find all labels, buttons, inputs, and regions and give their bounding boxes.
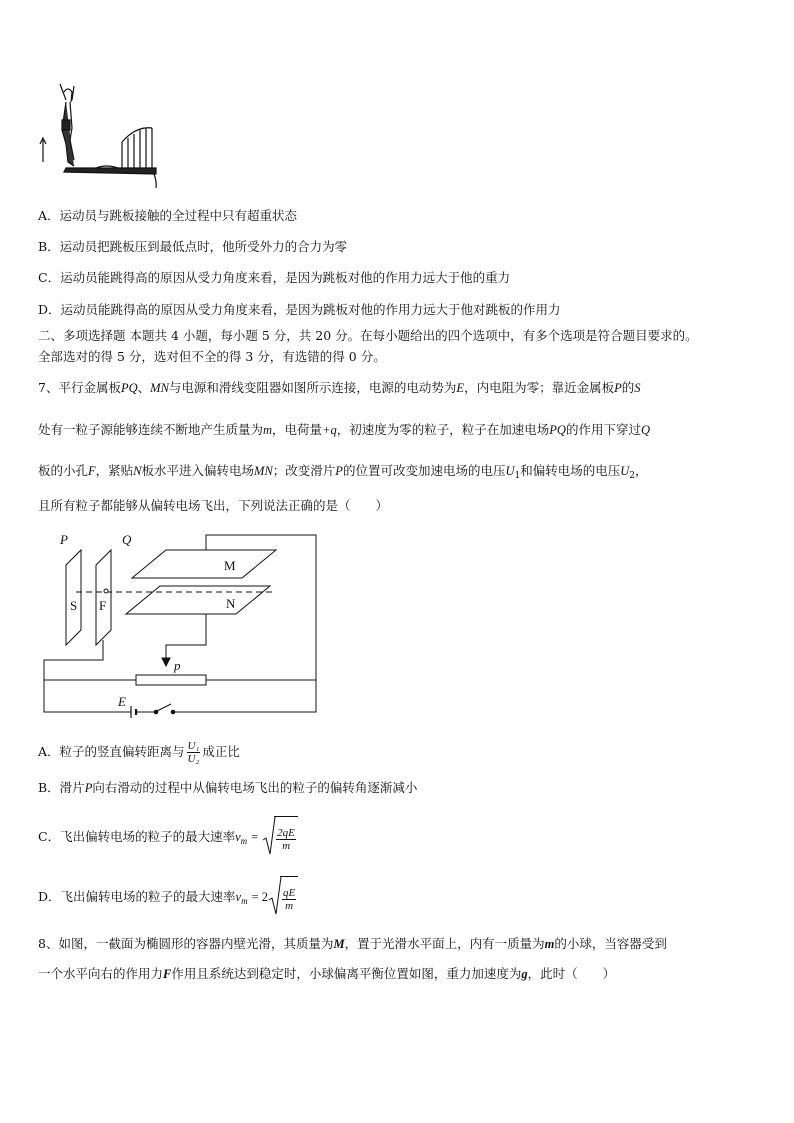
label-F: F: [99, 598, 107, 613]
q7-option-b: B．滑片P向右滑动的过程中从偏转电场飞出的粒子的偏转角逐渐减小: [38, 780, 418, 795]
q7-option-a: A．粒子的竖直偏转距离与 $\frac{\text{U₁}}{\text{U₂}}$ 成正比: [38, 740, 240, 765]
q6-option-a: A．运动员与跳板接触的全过程中只有超重状态: [38, 208, 298, 223]
q7-stem-line3: 板的小孔F，紧贴N板水平进入偏转电场MN；改变滑片P的位置可改变加速电场的电压$U_1$和偏转电场的电压$U_2$，: [38, 463, 648, 481]
label-M: M: [224, 558, 236, 573]
section2-line1: 二、多项选择题 本题共 4 小题，每小题 5 分，共 20 分。在每小题给出的四个选项中，有多个选项是符合题目要求的。: [38, 328, 698, 343]
q7-circuit-diagram: [36, 530, 326, 720]
label-p: p: [174, 658, 181, 673]
label-E: E: [118, 694, 126, 709]
q8-stem-line1: 8、如图，一截面为椭圆形的容器内壁光滑，其质量为M，置于光滑水平面上，内有一质量为m的小球，当容器受到: [38, 936, 667, 951]
q6-option-b: B．运动员把跳板压到最低点时，他所受外力的合力为零: [38, 239, 348, 254]
fraction-u1-u2: $\frac{\text{U₁}}{\text{U₂}}$: [187, 740, 200, 765]
q7-stem-line4: 且所有粒子都能够从偏转电场飞出，下列说法正确的是（ ）: [38, 498, 389, 513]
q7-option-d: D．飞出偏转电场的粒子的最大速率$v_m = 2$ $\frac{qE}{m}$: [38, 876, 298, 921]
label-N: N: [226, 596, 236, 611]
label-S: S: [70, 598, 78, 613]
diver-figure: [36, 82, 161, 192]
q6-option-c: C．运动员能跳得高的原因从受力角度来看，是因为跳板对他的作用力远大于他的重力: [38, 270, 511, 285]
label-P: P: [60, 532, 68, 547]
section2-line2: 全部选对的得 5 分，选对但不全的得 3 分，有选错的得 0 分。: [38, 349, 386, 364]
sqrt-2qE-over-m: $\frac{2qE}{m}$: [262, 816, 298, 859]
q7-stem-line1: 7、平行金属板PQ、MN与电源和滑线变阻器如图所示连接，电源的电动势为E，内电阻为零；靠近金属板P的S: [38, 380, 641, 395]
q8-stem-line2: 一个水平向右的作用力F作用且系统达到稳定时，小球偏离平衡位置如图，重力加速度为g，此时（ ）: [38, 966, 616, 981]
sqrt-qE-over-m: $\frac{qE}{m}$: [268, 876, 298, 919]
q7-option-c: C．飞出偏转电场的粒子的最大速率$v_m$ = $\frac{2qE}{m}$: [38, 816, 298, 861]
label-Q: Q: [122, 532, 132, 547]
q7-stem-line2: 处有一粒子源能够连续不断地产生质量为m，电荷量+q，初速度为零的粒子，粒子在加速电场PQ的作用下穿过Q: [38, 422, 650, 437]
q6-option-d: D．运动员能跳得高的原因从受力角度来看，是因为跳板对他的作用力远大于他对跳板的作用力: [38, 302, 561, 317]
